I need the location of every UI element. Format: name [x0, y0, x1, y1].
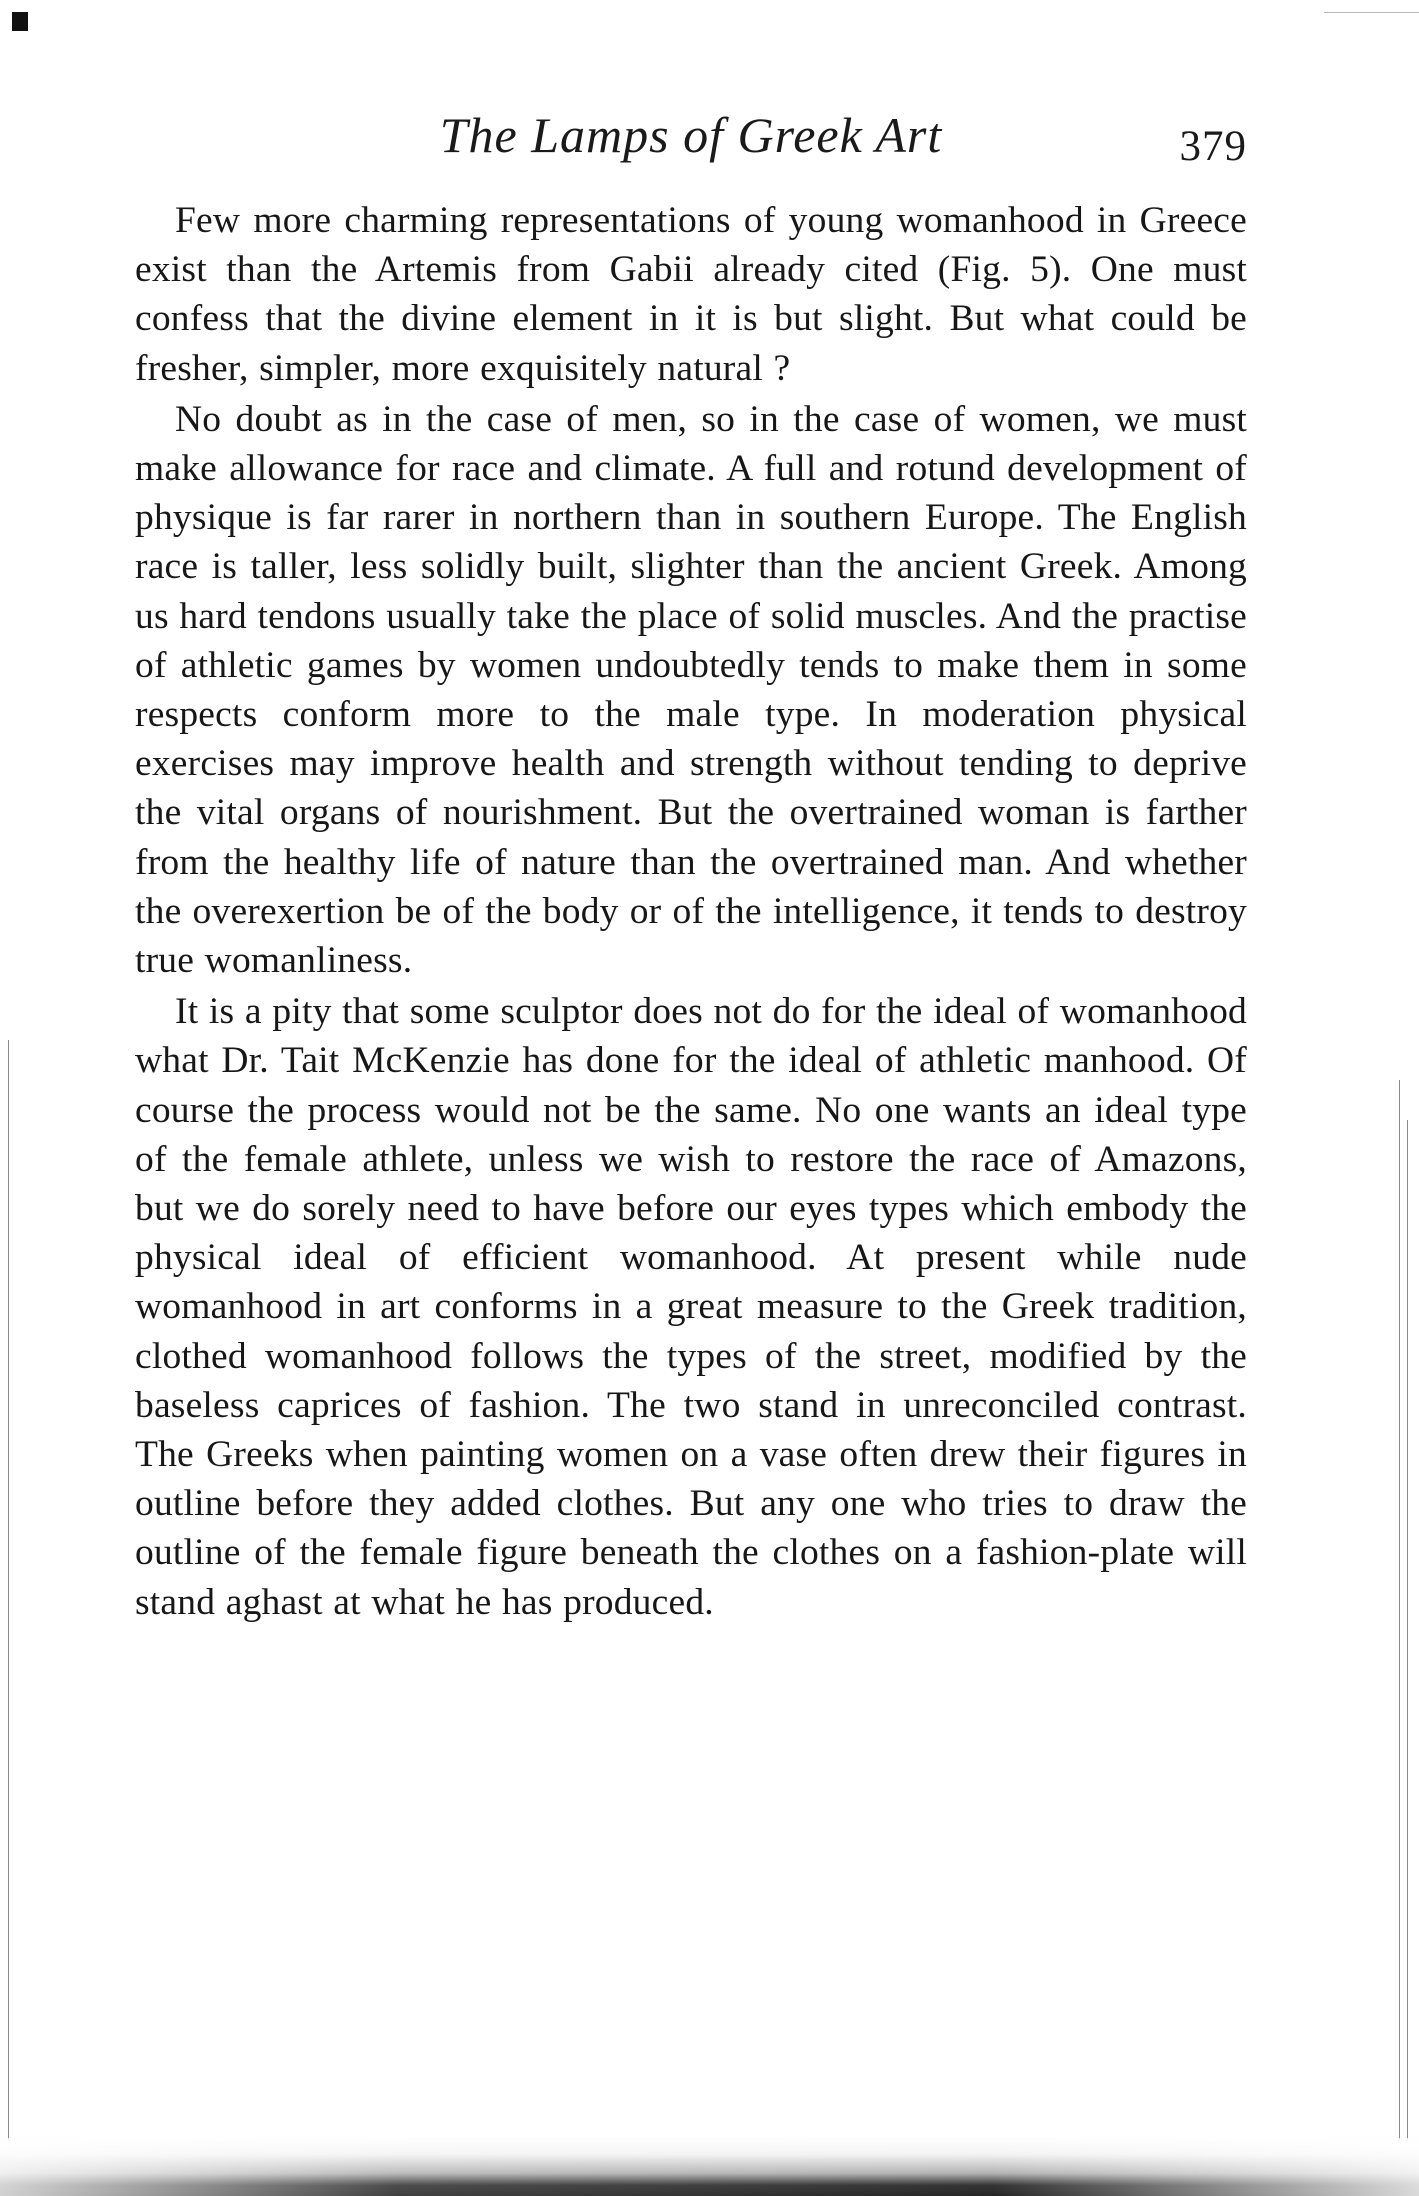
scan-bottom-shadow-highlight	[0, 2138, 1419, 2196]
page-number: 379	[1179, 123, 1247, 170]
scan-far-right-edge-line	[1407, 1120, 1408, 2140]
paragraph-ideal-womanhood: It is a pity that some sculptor does not do for the ideal of womanhood what Dr. Tait McKenzie has done for the ideal of athletic manhood. Of course the process would not be the same. No one wants an ideal type of the female athlete, unless we wish to restore the race of Amazons, but we do sorely need to have before our eyes types which embody the physical ideal of efficient womanhood. At present while nude womanhood in art conforms in a great measure to the Greek tradition, clothed womanhood follows the types of the street, modified by the baseless caprices of fashion. The two stand in unreconciled contrast. The Greeks when painting women on a vase often drew their figures in outline before they added clothes. But any one who tries to draw the outline of the female figure beneath the clothes on a fashion-plate will stand aghast at what he has produced.	[135, 991, 1247, 1623]
book-page	[135, 104, 1247, 1627]
scan-top-rule	[1324, 12, 1419, 13]
paragraph-artemis: Few more charming representations of young womanhood in Greece exist than the Artemis from Gabii already cited (Fig. 5). One must confess that the divine element in it is but slight. But what could be fresher, simpler, more exquisitely natural ?	[135, 200, 1247, 389]
scan-left-edge-line	[8, 1040, 9, 2140]
running-head	[135, 104, 1247, 196]
body-text	[135, 196, 1247, 1627]
scan-right-edge-line	[1399, 1080, 1400, 2140]
paragraph-race-climate: No doubt as in the case of men, so in the case of women, we must make allowance for race and climate. A full and rotund development of physique is far rarer in northern than in southern Europe. The English race is taller, less solidly built, slighter than the ancient Greek. Among us hard tendons usually take the place of solid muscles. And the practise of athletic games by women undoubtedly tends to make them in some respects conform more to the male type. In moderation physical exercises may improve health and strength without tending to deprive the vital organs of nourishment. But the overtrained woman is farther from the healthy life of nature than the overtrained man. And whether the overexertion be of the body or of the intelligence, it tends to destroy true womanliness.	[135, 398, 1247, 982]
running-head-title: The Lamps of Greek Art	[439, 107, 943, 163]
scan-registration-mark	[12, 12, 28, 31]
